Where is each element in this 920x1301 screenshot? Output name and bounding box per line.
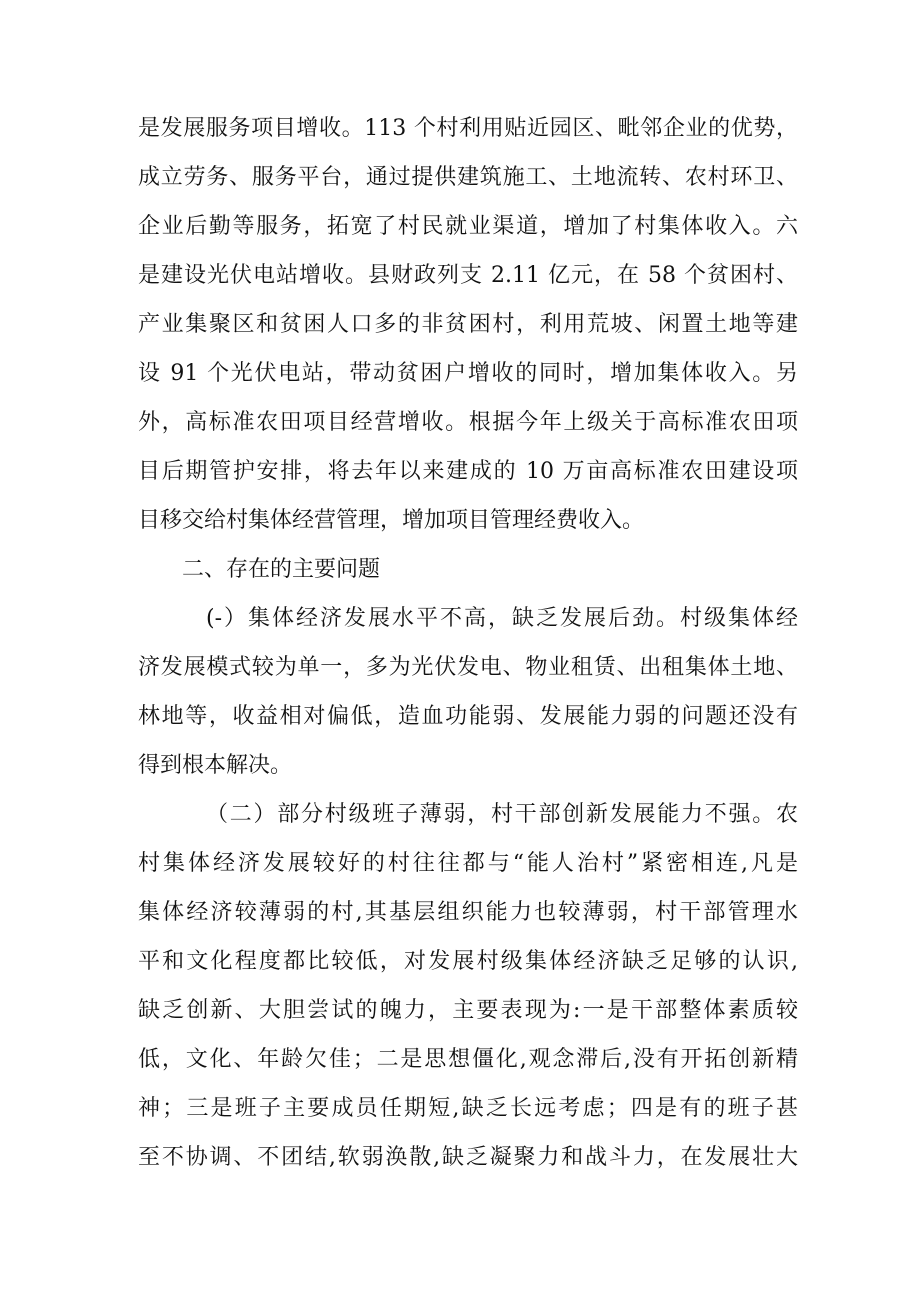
text-line: (-）集体经济发展水平不高，缺乏发展后劲。村级集体经 (206, 606, 798, 631)
text-line: 缺乏创新、大胆尝试的魄力，主要表现为:一是干部整体素质较 (138, 998, 798, 1023)
text-line: 外，高标准农田项目经营增收。根据今年上级关于高标准农田项 (138, 410, 798, 435)
text-line: 至不协调、不团结,软弱涣散,缺乏凝聚力和战斗力，在发展壮大 (138, 1145, 798, 1170)
text-line: 成立劳务、服务平台，通过提供建筑施工、土地流转、农村环卫、 (138, 165, 798, 190)
text-line: 得到根本解决。 (138, 753, 293, 778)
text-line: （二）部分村级班子薄弱，村干部创新发展能力不强。农 (206, 802, 798, 827)
text-line: 村集体经济发展较好的村往往都与“能人治村”紧密相连,凡是 (138, 851, 798, 876)
text-line: 集体经济较薄弱的村,其基层组织能力也较薄弱，村干部管理水 (138, 900, 798, 925)
section-heading: 二、存在的主要问题 (182, 557, 381, 582)
text-line: 企业后勤等服务，拓宽了村民就业渠道，增加了村集体收入。六 (138, 214, 798, 239)
text-line: 目移交给村集体经营管理，增加项目管理经费收入。 (138, 508, 645, 533)
text-line: 目后期管护安排，将去年以来建成的 10 万亩高标准农田建设项 (138, 459, 798, 484)
text-line: 是发展服务项目增收。113 个村利用贴近园区、毗邻企业的优势， (138, 116, 798, 141)
text-line: 神；三是班子主要成员任期短,缺乏长远考虑；四是有的班子甚 (138, 1096, 798, 1121)
text-line: 产业集聚区和贫困人口多的非贫困村，利用荒坡、闲置土地等建 (138, 312, 798, 337)
text-line: 设 91 个光伏电站，带动贫困户增收的同时，增加集体收入。另 (138, 361, 798, 386)
text-line: 林地等，收益相对偏低，造血功能弱、发展能力弱的问题还没有 (138, 704, 798, 729)
text-line: 济发展模式较为单一，多为光伏发电、物业租赁、出租集体土地、 (138, 655, 798, 680)
document-body (138, 104, 798, 1182)
text-line: 低，文化、年龄欠佳；二是思想僵化,观念滞后,没有开拓创新精 (138, 1047, 798, 1072)
text-line: 平和文化程度都比较低，对发展村级集体经济缺乏足够的认识, (138, 949, 798, 974)
text-line: 是建设光伏电站增收。县财政列支 2.11 亿元，在 58 个贫困村、 (138, 263, 798, 288)
